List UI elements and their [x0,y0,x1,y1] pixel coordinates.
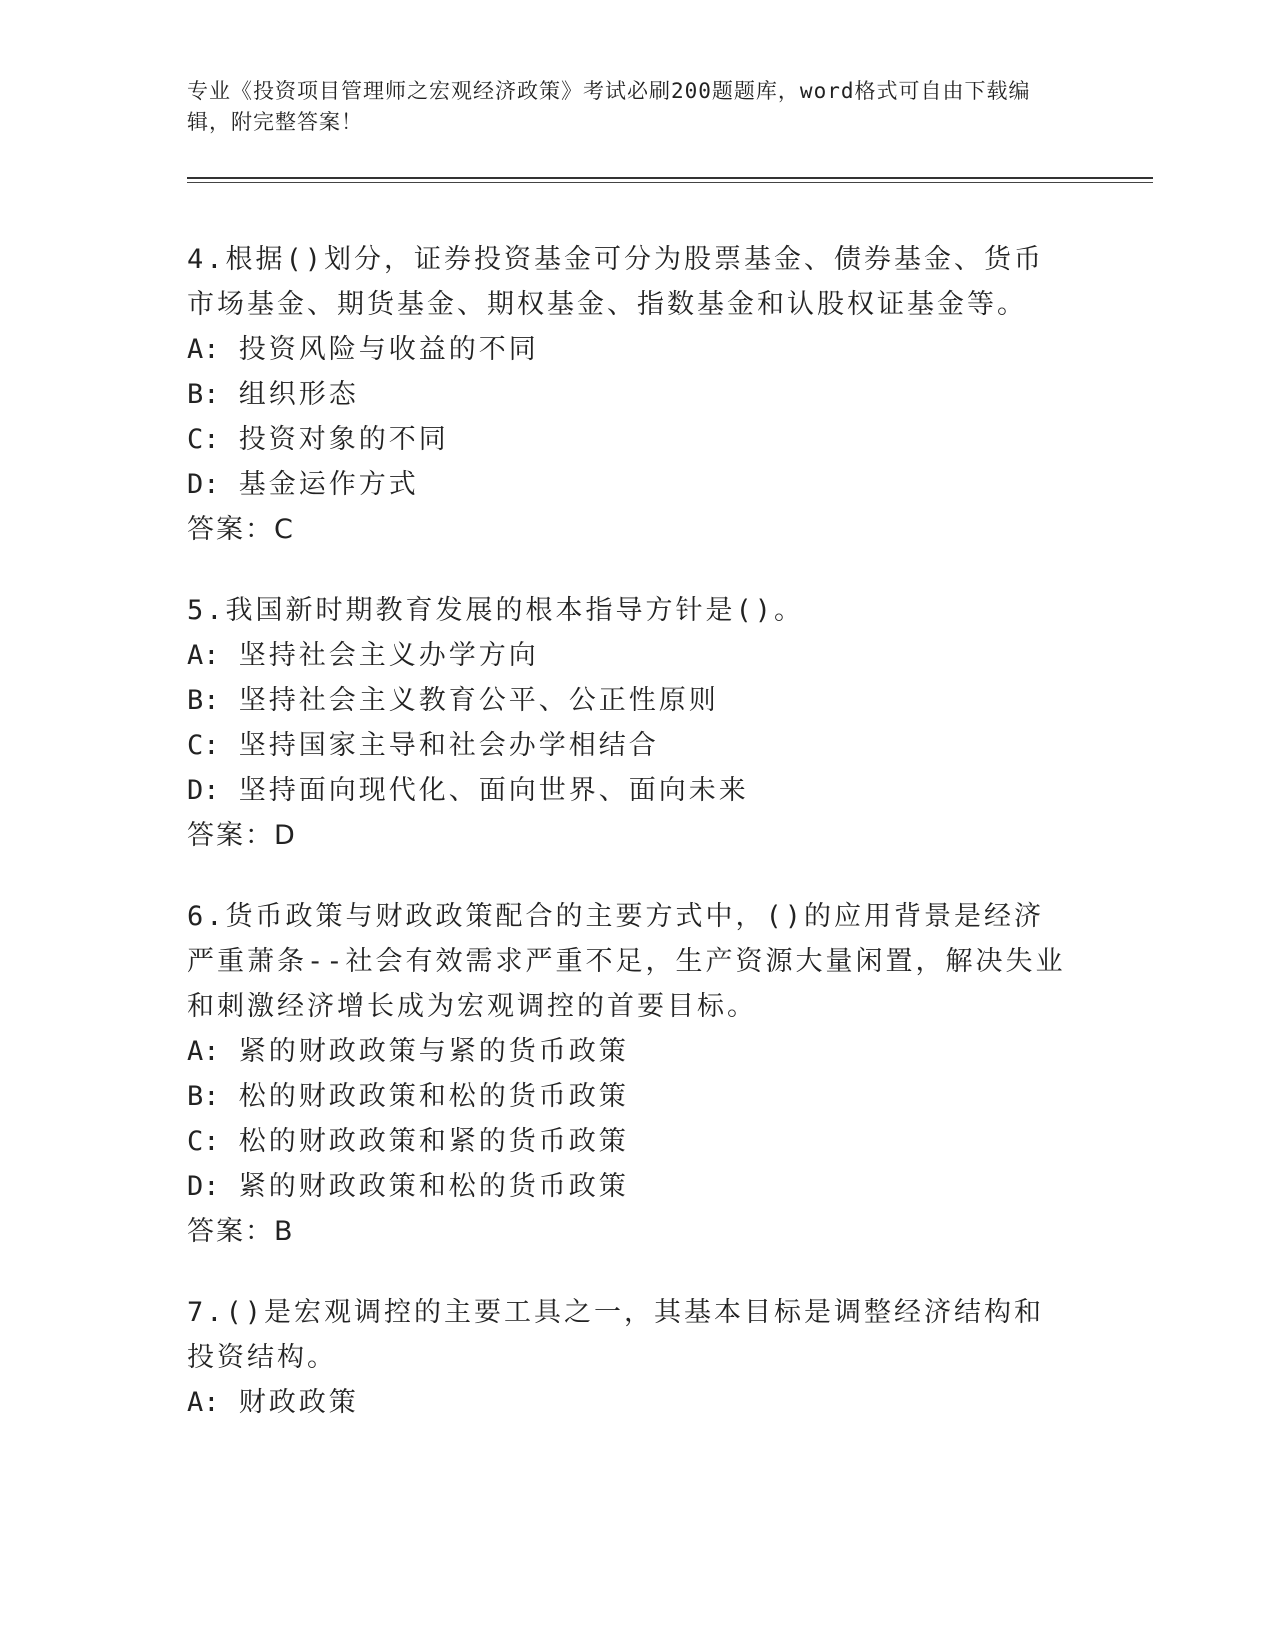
option-letter: D: [187,775,220,806]
question-7 [187,1290,1067,1425]
option-letter: B: [187,685,220,716]
question-5 [187,588,1067,859]
option-a [187,633,1067,678]
question-list [187,237,1067,1460]
question-stem: 6.货币政策与财政政策配合的主要方式中，()的应用背景是经济严重萧条--社会有效需求严重不足，生产资源大量闲置，解决失业和刺激经济增长成为宏观调控的首要目标。 [187,901,1066,1022]
option-letter: C: [187,1126,220,1157]
option-d [187,1164,1067,1209]
option-text: 投资风险与收益的不同 [238,334,539,365]
option-letter: A: [187,640,220,671]
option-a [187,1029,1067,1074]
option-b [187,372,1067,417]
option-text: 投资对象的不同 [238,424,449,455]
header-divider-thick [187,177,1153,179]
option-letter: B: [187,1081,220,1112]
question-stem: 4.根据()划分，证券投资基金可分为股票基金、债券基金、货币市场基金、期货基金、期权基金、指数基金和认股权证基金等。 [187,244,1045,320]
option-letter: C: [187,424,220,455]
option-text: 坚持面向现代化、面向世界、面向未来 [238,775,749,806]
option-text: 基金运作方式 [238,469,419,500]
option-letter: B: [187,379,220,410]
option-d [187,768,1067,813]
option-c [187,417,1067,462]
option-a [187,1380,1067,1425]
option-d [187,462,1067,507]
answer-line: 答案：C [187,514,295,545]
question-4 [187,237,1067,553]
option-text: 松的财政政策和紧的货币政策 [238,1126,629,1157]
question-stem: 7.()是宏观调控的主要工具之一，其基本目标是调整经济结构和投资结构。 [187,1297,1045,1373]
option-c [187,1119,1067,1164]
option-letter: D: [187,469,220,500]
header-divider-thin [187,182,1153,183]
option-letter: A: [187,1387,220,1418]
option-text: 组织形态 [238,379,359,410]
option-c [187,723,1067,768]
question-stem: 5.我国新时期教育发展的根本指导方针是()。 [187,595,805,626]
option-b [187,1074,1067,1119]
option-text: 财政政策 [238,1387,359,1418]
question-6 [187,894,1067,1255]
answer-line: 答案：D [187,820,297,851]
option-text: 紧的财政政策与紧的货币政策 [238,1036,629,1067]
option-text: 坚持社会主义教育公平、公正性原则 [238,685,719,716]
option-letter: D: [187,1171,220,1202]
option-b [187,678,1067,723]
answer-line: 答案：B [187,1216,295,1247]
option-text: 松的财政政策和松的货币政策 [238,1081,629,1112]
option-letter: A: [187,334,220,365]
option-letter: C: [187,730,220,761]
option-letter: A: [187,1036,220,1067]
option-text: 紧的财政政策和松的货币政策 [238,1171,629,1202]
option-text: 坚持社会主义办学方向 [238,640,539,671]
option-a [187,327,1067,372]
option-text: 坚持国家主导和社会办学相结合 [238,730,659,761]
document-header: 专业《投资项目管理师之宏观经济政策》考试必刷200题题库，word格式可自由下载编辑，附完整答案！ [187,79,1031,134]
